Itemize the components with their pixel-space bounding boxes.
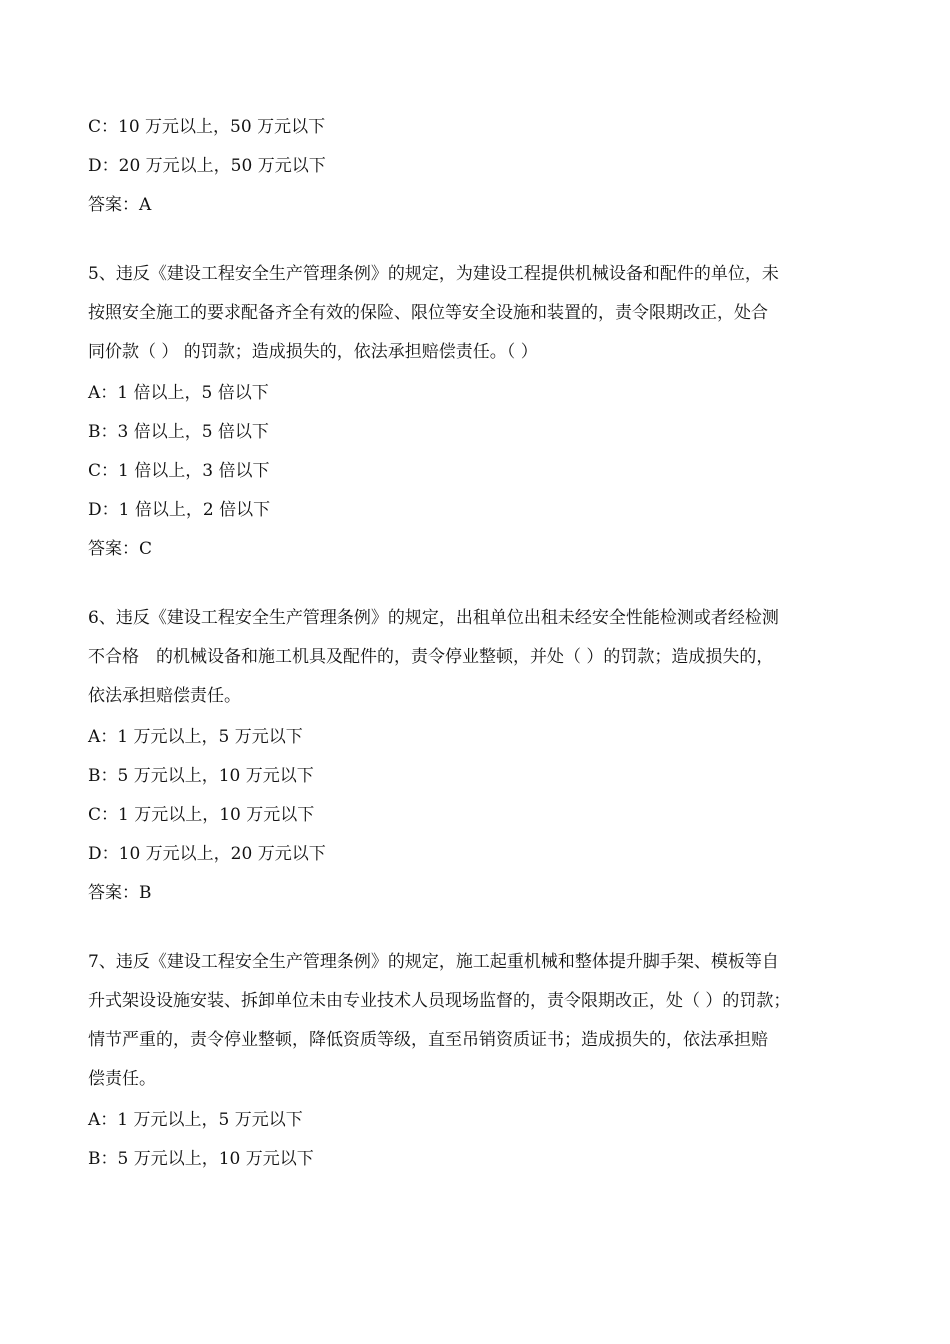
- option-b: B：3 倍以上，5 倍以下: [88, 422, 269, 442]
- question-text-line: 不合格 的机械设备和施工机具及配件的，责令停业整顿，并处（ ）的罚款；造成损失的，: [88, 647, 774, 667]
- option-d: D：20 万元以上，50 万元以下: [88, 156, 326, 176]
- option-c: C：10 万元以上，50 万元以下: [88, 117, 326, 137]
- question-6: [88, 601, 878, 913]
- question-text-line: 7、违反《建设工程安全生产管理条例》的规定，施工起重机械和整体提升脚手架、模板等自: [88, 952, 779, 972]
- option-c: C：1 万元以上，10 万元以下: [88, 805, 315, 825]
- option-c: C：1 倍以上，3 倍以下: [88, 461, 270, 481]
- question-text-line: 按照安全施工的要求配备齐全有效的保险、限位等安全设施和装置的，责令限期改正，处合: [88, 303, 768, 323]
- question-text-line: 升式架设设施安装、拆卸单位未由专业技术人员现场监督的，责令限期改正，处（ ）的罚款；: [88, 991, 791, 1011]
- question-text-line: 偿责任。: [88, 1069, 156, 1089]
- option-d: D：1 倍以上，2 倍以下: [88, 500, 271, 520]
- option-d: D：10 万元以上，20 万元以下: [88, 844, 326, 864]
- question-4-continued: [88, 108, 878, 225]
- spacer: [88, 569, 878, 601]
- question-text-line: 6、违反《建设工程安全生产管理条例》的规定，出租单位出租未经安全性能检测或者经检测: [88, 608, 779, 628]
- answer: 答案：C: [88, 539, 153, 559]
- question-5: [88, 257, 878, 569]
- question-text-line: 依法承担赔偿责任。: [88, 686, 241, 706]
- option-a: A：1 万元以上，5 万元以下: [88, 1110, 303, 1130]
- option-b: B：5 万元以上，10 万元以下: [88, 766, 314, 786]
- option-a: A：1 倍以上，5 倍以下: [88, 383, 269, 403]
- document-page: [88, 108, 878, 1179]
- answer: 答案：A: [88, 195, 152, 215]
- option-a: A：1 万元以上，5 万元以下: [88, 727, 303, 747]
- option-b: B：5 万元以上，10 万元以下: [88, 1149, 314, 1169]
- answer: 答案：B: [88, 883, 152, 903]
- question-7: [88, 945, 878, 1179]
- spacer: [88, 913, 878, 945]
- question-text-line: 情节严重的，责令停业整顿，降低资质等级，直至吊销资质证书；造成损失的，依法承担赔: [88, 1030, 768, 1050]
- spacer: [88, 225, 878, 257]
- question-text-line: 5、违反《建设工程安全生产管理条例》的规定，为建设工程提供机械设备和配件的单位，未: [88, 264, 779, 284]
- question-text-line: 同价款（ ） 的罚款；造成损失的，依法承担赔偿责任。（ ）: [88, 342, 538, 362]
